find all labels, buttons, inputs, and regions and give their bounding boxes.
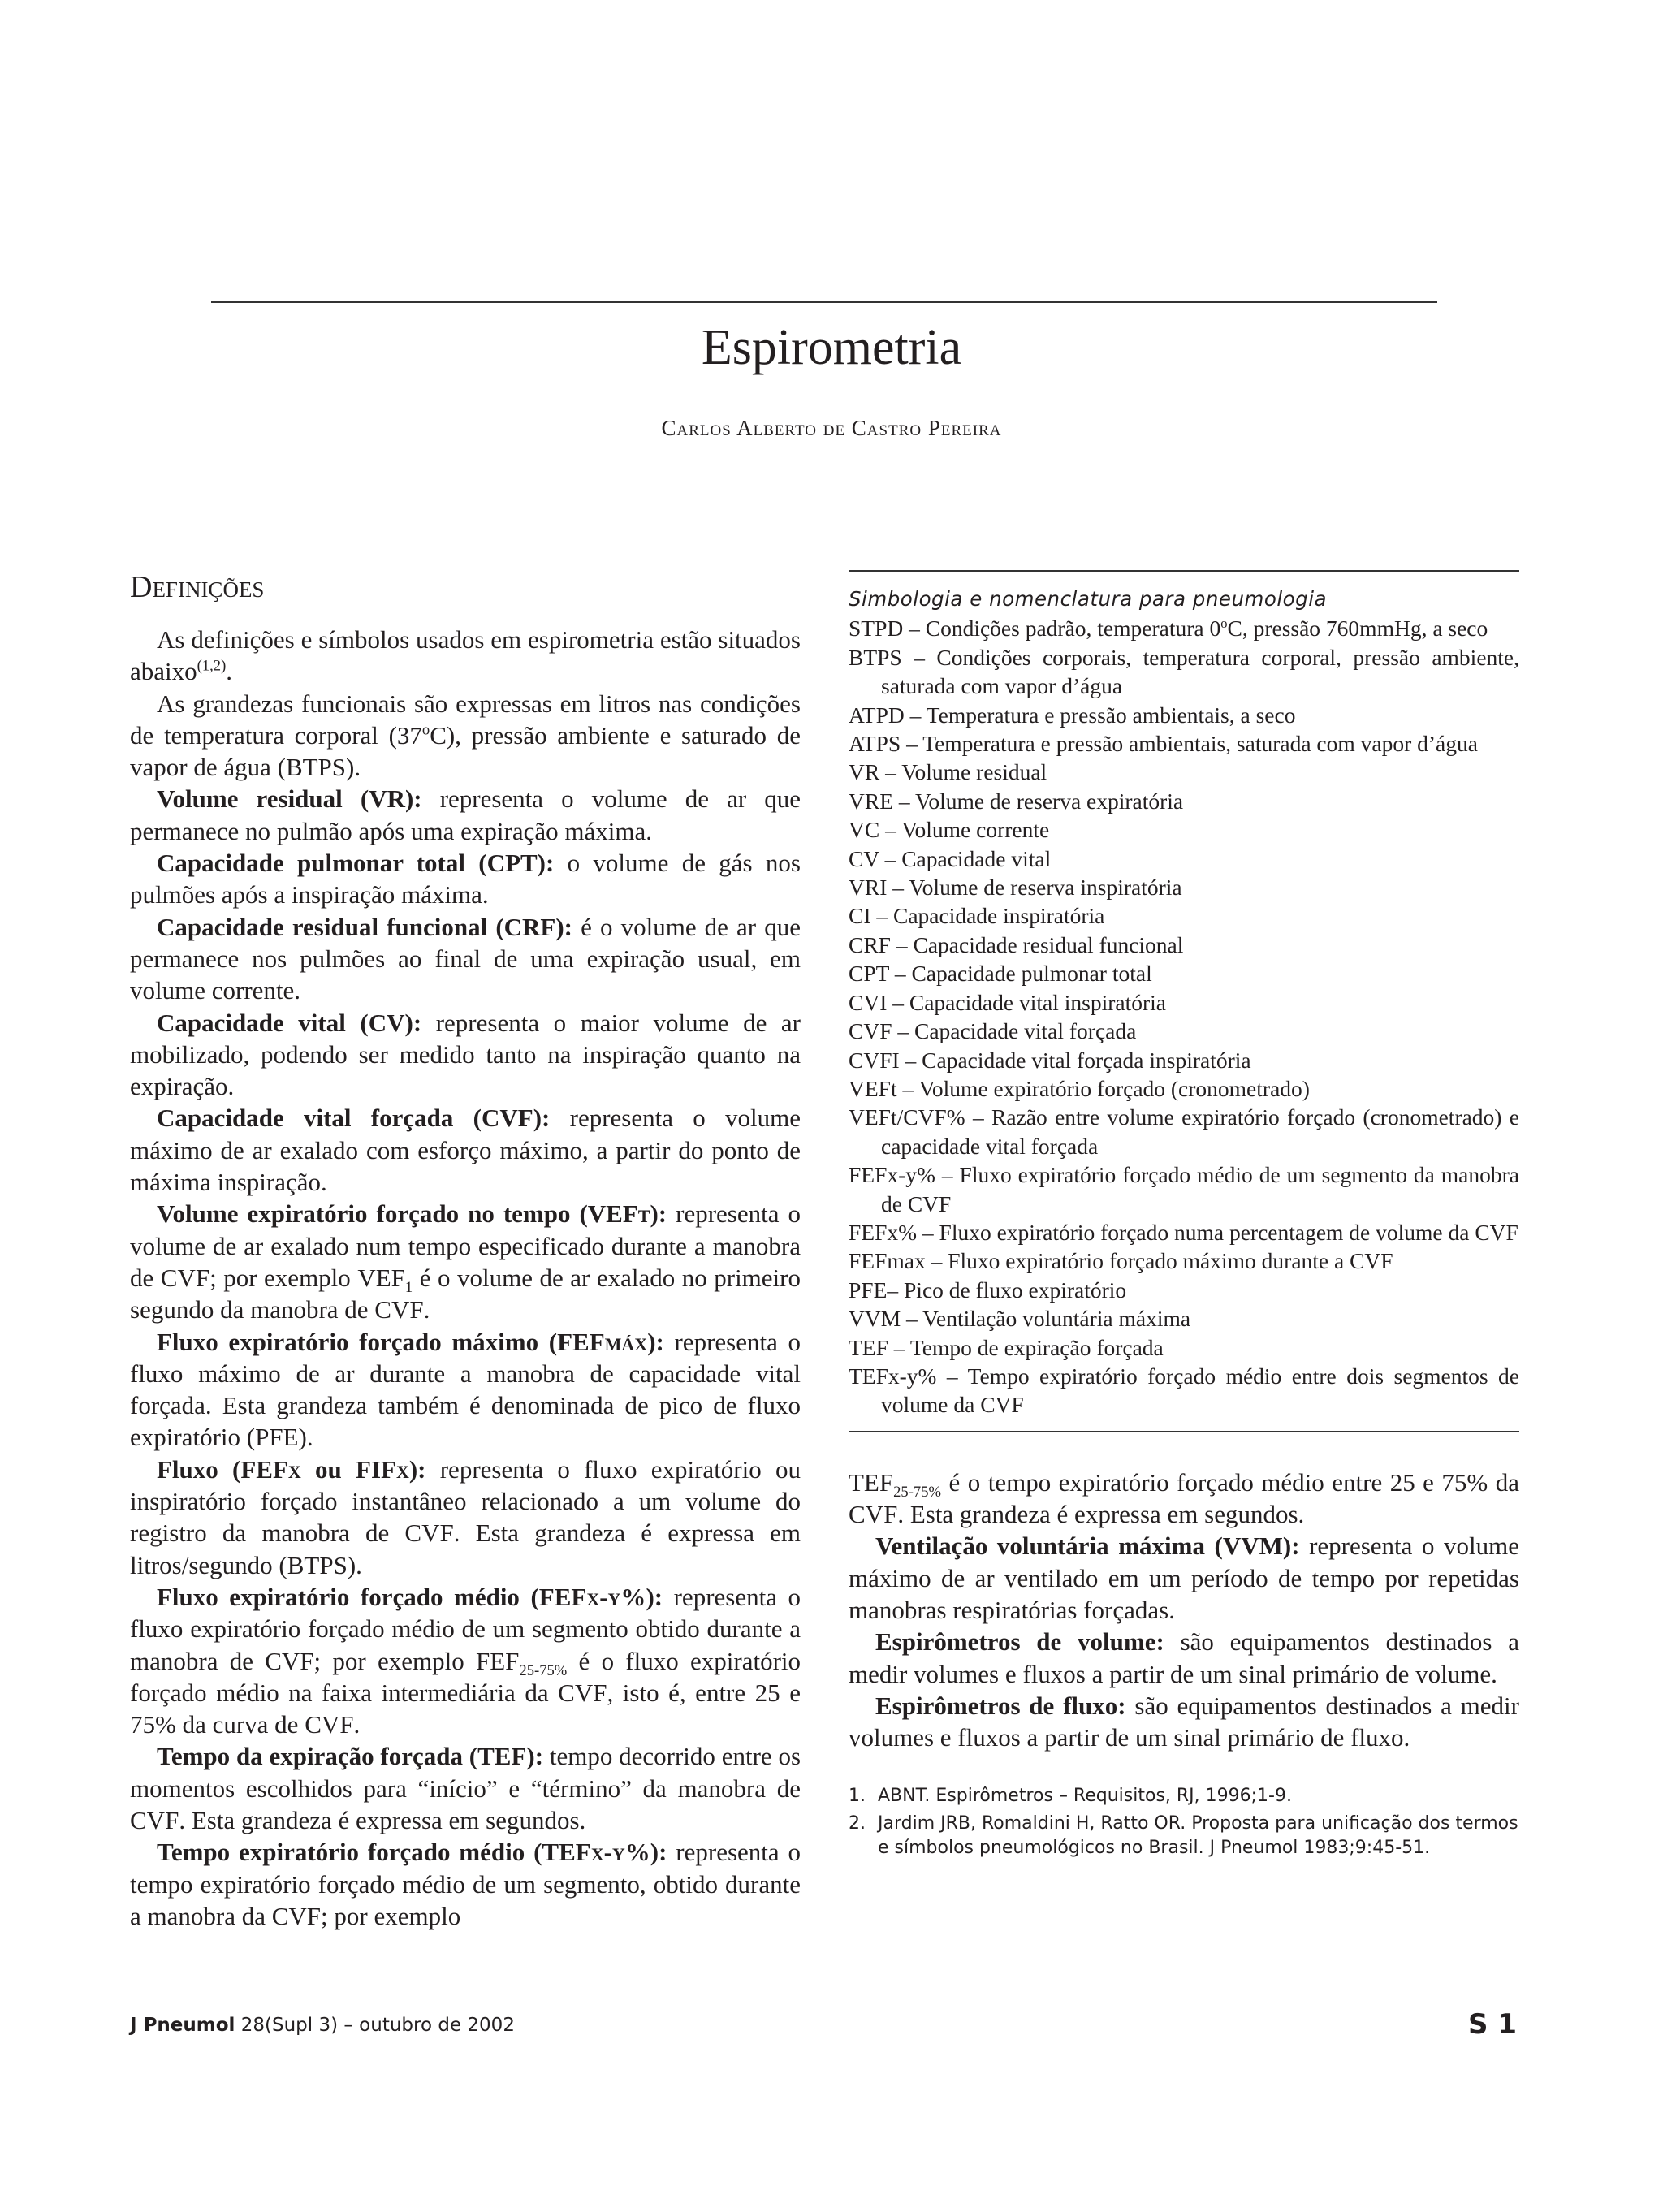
right-body-text xyxy=(849,1467,1519,1754)
definition-veft: Volume expiratório forçado no tempo (VEFt): representa o volume de ar exalado num tempo especificado durante a manobra de CVF; por exemplo $VEF_1$ é o volume de ar exalado no primeiro segundo da manobra de CVF. xyxy=(130,1199,801,1324)
abbr-item: ATPS – Temperatura e pressão ambientais, saturada com vapor d’água xyxy=(849,731,1478,757)
reference-item: 2. Jardim JRB, Romaldini H, Ratto OR. Proposta para unificação dos termos e símbolos pneumológicos no Brasil. J Pneumol 1983;9:45-51. xyxy=(849,1813,1518,1859)
definition-tef-medio: Tempo expiratório forçado médio (TEFx-y%): representa o tempo expiratório forçado médio de um segmento, obtido durante a manobra da CVF; por exemplo xyxy=(130,1838,801,1930)
right-column xyxy=(849,570,1519,1864)
abbr-item: BTPS – Condições corporais, temperatura corporal, pressão ambiente, saturada com vapor d’água xyxy=(849,644,1519,699)
abbr-item: TEFx-y% – Tempo expiratório forçado médio entre dois segmentos de volume da CVF xyxy=(849,1363,1519,1418)
definition-fluxo: Fluxo (FEFx ou FIFx): representa o fluxo expiratório ou inspiratório forçado instantâneo relacionado a um volume do registro da manobra de CVF. Esta grandeza é expressa em litros/segundo (BTPS). xyxy=(130,1454,801,1579)
abbr-item: VRI – Volume de reserva inspiratória xyxy=(849,875,1182,901)
abbr-item: CRF – Capacidade residual funcional xyxy=(849,931,1184,957)
abbr-item: TEF – Tempo de expiração forçada xyxy=(849,1334,1164,1360)
abbr-item: CVI – Capacidade vital inspiratória xyxy=(849,989,1166,1015)
definition-espirometros-fluxo: Espirômetros de fluxo: são equipamentos destinados a medir volumes e fluxos a partir de um sinal primário de fluxo. xyxy=(849,1691,1519,1752)
footer-citation: J Pneumol 28(Supl 3) – outubro de 2002 xyxy=(130,2015,515,2036)
header-rule xyxy=(211,301,1437,303)
box-caption: Simbologia e nomenclatura para pneumologia xyxy=(849,587,1328,611)
abbr-item: CVF – Capacidade vital forçada xyxy=(849,1018,1137,1044)
abbr-item: VEFt/CVF% – Razão entre volume expiratório forçado (cronometrado) e capacidade vital forçada xyxy=(849,1104,1519,1159)
definition-crf: Capacidade residual funcional (CRF): é o volume de ar que permanece nos pulmões ao final de uma expiração usual, em volume corrente. xyxy=(130,912,801,1005)
page-title: Espirometria xyxy=(701,320,962,375)
abbr-item: STPD – Condições padrão, temperatura 0$^o$C, pressão 760mmHg, a seco xyxy=(849,616,1488,642)
definition-vvm: Ventilação voluntária máxima (VVM): representa o volume máximo de ar ventilado em um período de tempo por repetidas manobras respiratórias forçadas. xyxy=(849,1532,1519,1624)
abbr-item: ATPD – Temperatura e pressão ambientais, a seco xyxy=(849,702,1296,728)
intro-paragraph-1: As definições e símbolos usados em espirometria estão situados abaixo$^{(1,2)}$. xyxy=(130,625,801,686)
tef-continuation: $TEF_{25-75\%}$ é o tempo expiratório forçado médio entre 25 e 75% da CVF. Esta grandeza é expressa em segundos. xyxy=(849,1467,1519,1529)
abbr-item: PFE– Pico de fluxo expiratório xyxy=(849,1277,1127,1303)
definition-cv: Capacidade vital (CV): representa o maior volume de ar mobilizado, podendo ser medido tanto na inspiração quanto na expiração. xyxy=(130,1008,801,1101)
abbr-item: FEFx% – Fluxo expiratório forçado numa percentagem de volume da CVF xyxy=(849,1219,1518,1245)
reference-item: 1. ABNT. Espirômetros – Requisitos, RJ, 1996;1-9. xyxy=(849,1786,1292,1807)
intro-paragraph-2: As grandezas funcionais são expressas em litros nas condições de temperatura corporal (37$^o$C), pressão ambiente e saturado de vapor de água (BTPS). xyxy=(130,689,801,782)
abbr-item: VEFt – Volume expiratório forçado (cronometrado) xyxy=(849,1075,1310,1101)
abbr-item: CPT – Capacidade pulmonar total xyxy=(849,961,1152,987)
abbr-item: FEFx-y% – Fluxo expiratório forçado médio de um segmento da manobra de CVF xyxy=(849,1162,1519,1216)
references xyxy=(849,1784,1519,1860)
page-number: S 1 xyxy=(1468,2008,1517,2041)
abbr-item: CI – Capacidade inspiratória xyxy=(849,903,1105,929)
abbr-item: CVFI – Capacidade vital forçada inspiratória xyxy=(849,1047,1251,1073)
definition-fef-medio: Fluxo expiratório forçado médio (FEFx-y%): representa o fluxo expiratório forçado médio de um segmento obtido durante a manobra de CVF; por exemplo $FEF_{25-75\%}$ é o fluxo expiratório forçado médio na faixa intermediária da CVF, isto é, entre 25 e 75% da curva de CVF. xyxy=(130,1582,801,1739)
left-column xyxy=(130,568,801,1932)
abbr-item: VR – Volume residual xyxy=(849,759,1047,785)
definition-espirometros-volume: Espirômetros de volume: são equipamentos destinados a medir volumes e fluxos a partir de um sinal primário de volume. xyxy=(849,1627,1519,1688)
section-heading: Definições xyxy=(130,570,265,604)
definition-cvf: Capacidade vital forçada (CVF): representa o volume máximo de ar exalado com esforço máximo, a partir do ponto de máxima inspiração. xyxy=(130,1104,801,1197)
definition-fefmax: Fluxo expiratório forçado máximo (FEFmáx): representa o fluxo máximo de ar durante a manobra de capacidade vital forçada. Esta grandeza também é denominada de pico de fluxo expiratório (PFE). xyxy=(130,1327,801,1452)
nomenclature-box xyxy=(849,572,1519,1431)
definition-tef: Tempo da expiração forçada (TEF): tempo decorrido entre os momentos escolhidos para “início” e “término” da manobra de CVF. Esta grandeza é expressa em segundos. xyxy=(130,1742,801,1834)
author-name: Carlos Alberto de Castro Pereira xyxy=(661,416,1002,440)
box-bottom-rule xyxy=(849,1431,1519,1432)
abbr-item: CV – Capacidade vital xyxy=(849,845,1052,871)
abbr-item: VC – Volume corrente xyxy=(849,817,1050,843)
definition-vr: Volume residual (VR): representa o volume de ar que permanece no pulmão após uma expiração máxima. xyxy=(130,784,801,845)
definition-cpt: Capacidade pulmonar total (CPT): o volume de gás nos pulmões após a inspiração máxima. xyxy=(130,849,801,909)
abbr-item: VVM – Ventilação voluntária máxima xyxy=(849,1306,1191,1332)
abbr-item: FEFmax – Fluxo expiratório forçado máximo durante a CVF xyxy=(849,1248,1393,1274)
abbr-item: VRE – Volume de reserva expiratória xyxy=(849,788,1184,814)
